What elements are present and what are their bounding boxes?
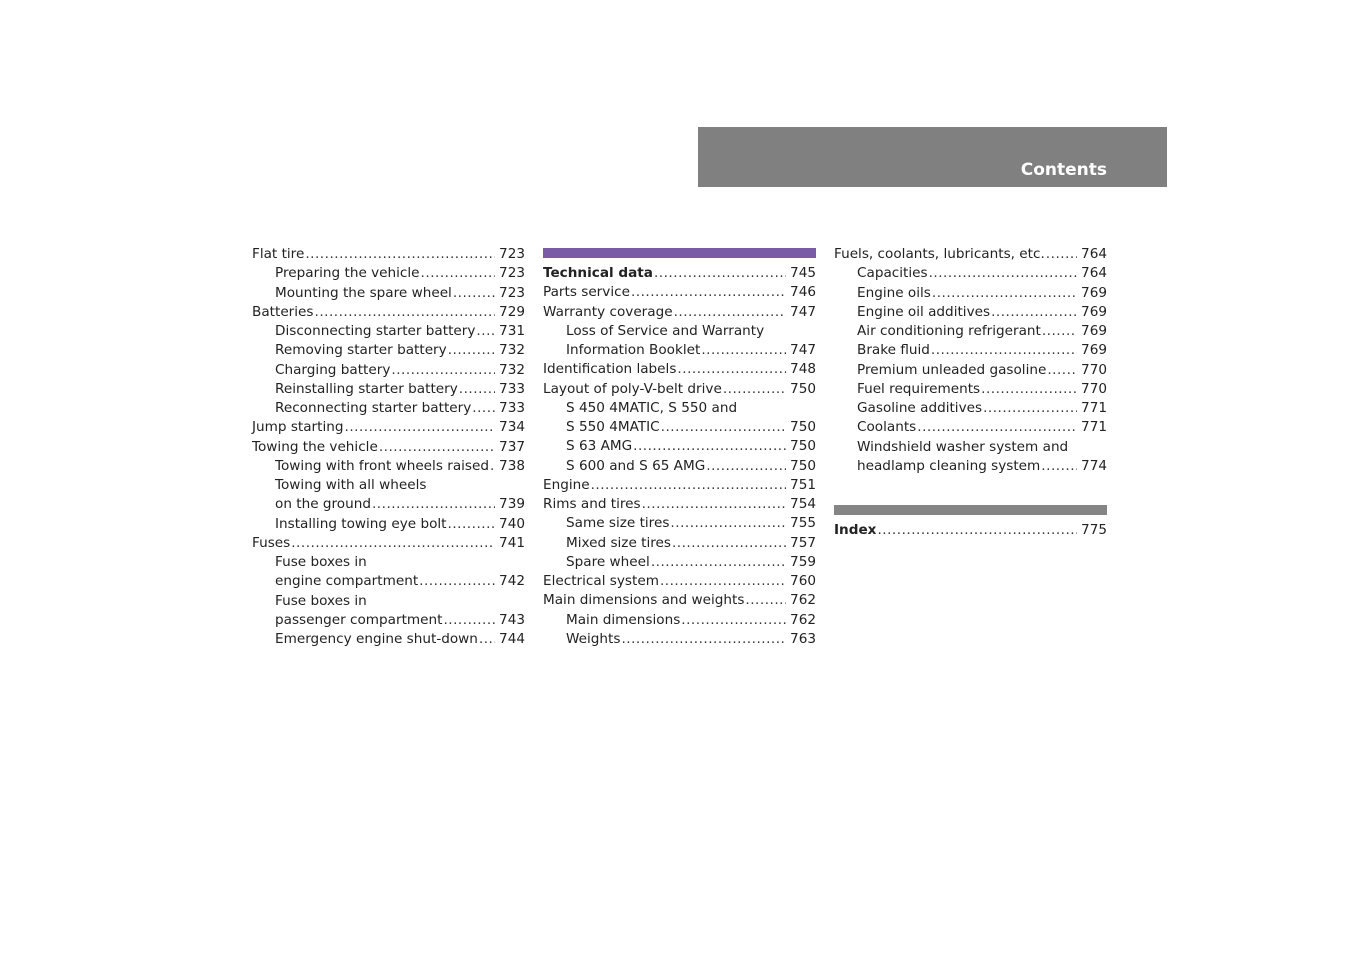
toc-entry[interactable] bbox=[252, 495, 525, 514]
toc-entry[interactable] bbox=[252, 303, 525, 322]
section-divider-gray bbox=[834, 505, 1107, 515]
toc-entry[interactable] bbox=[543, 630, 816, 649]
toc-leader-dots bbox=[661, 418, 786, 437]
toc-entry-title: Mixed size tires bbox=[566, 534, 671, 551]
toc-entry-page: 747 bbox=[790, 342, 816, 358]
toc-entry bbox=[834, 438, 1107, 457]
toc-leader-dots bbox=[419, 572, 495, 591]
toc-leader-dots bbox=[345, 418, 496, 437]
toc-entry[interactable] bbox=[834, 361, 1107, 380]
toc-entry-title: S 63 AMG bbox=[566, 438, 633, 455]
toc-leader-dots bbox=[379, 438, 495, 457]
toc-leader-dots bbox=[305, 245, 495, 264]
toc-entry-title: Technical data bbox=[543, 265, 653, 281]
toc-entry[interactable] bbox=[543, 572, 816, 591]
toc-leader-dots bbox=[723, 380, 786, 399]
toc-entry[interactable] bbox=[834, 284, 1107, 303]
toc-entry-page: 771 bbox=[1081, 400, 1107, 416]
toc-entry[interactable] bbox=[834, 380, 1107, 399]
toc-entry bbox=[543, 399, 816, 418]
toc-entry-title: S 550 4MATIC bbox=[566, 419, 660, 435]
toc-entry bbox=[252, 476, 525, 495]
toc-entry-title: engine compartment bbox=[275, 573, 419, 590]
toc-entry-page: 733 bbox=[499, 380, 525, 397]
toc-entry-title: Emergency engine shut-down bbox=[275, 631, 478, 647]
toc-entry-title: Engine oils bbox=[857, 284, 931, 301]
toc-entry-page: 762 bbox=[790, 611, 816, 628]
toc-entry-title: Main dimensions and weights bbox=[543, 592, 745, 609]
toc-leader-dots bbox=[1042, 322, 1077, 341]
toc-entry[interactable] bbox=[543, 495, 816, 514]
toc-leader-dots bbox=[929, 264, 1077, 283]
toc-entry-index[interactable] bbox=[834, 521, 1107, 540]
toc-entry-title: Spare wheel bbox=[566, 553, 650, 570]
toc-entry-title: Gasoline additives bbox=[857, 400, 983, 416]
toc-column-2-list bbox=[543, 264, 816, 649]
toc-entry-page: 723 bbox=[499, 246, 525, 262]
toc-entry-title: passenger compartment bbox=[275, 611, 443, 628]
toc-entry-page: 738 bbox=[499, 457, 525, 474]
toc-entry[interactable] bbox=[252, 245, 525, 264]
toc-entry[interactable] bbox=[834, 303, 1107, 322]
toc-entry-title: Coolants bbox=[857, 419, 917, 436]
toc-entry bbox=[252, 553, 525, 572]
toc-leader-dots bbox=[631, 283, 786, 302]
toc-entry-title: Layout of poly-V-belt drive bbox=[543, 380, 722, 397]
toc-leader-dots bbox=[453, 284, 495, 303]
toc-leader-dots bbox=[672, 534, 786, 553]
toc-entry-page: 754 bbox=[790, 496, 816, 512]
toc-entry-page: 737 bbox=[499, 438, 525, 455]
toc-entry[interactable] bbox=[543, 457, 816, 476]
toc-leader-dots bbox=[490, 457, 495, 476]
toc-entry-title: Fuses bbox=[252, 534, 291, 551]
toc-entry-page: 769 bbox=[1081, 323, 1107, 339]
toc-leader-dots bbox=[932, 284, 1077, 303]
toc-entry-page: 770 bbox=[1081, 361, 1107, 378]
toc-entry-page: 733 bbox=[499, 400, 525, 416]
toc-entry[interactable] bbox=[834, 418, 1107, 437]
toc-entry-title: headlamp cleaning system bbox=[857, 457, 1041, 474]
toc-entry[interactable] bbox=[252, 341, 525, 360]
toc-entry-page: 740 bbox=[499, 515, 525, 532]
toc-entry[interactable] bbox=[252, 361, 525, 380]
toc-leader-dots bbox=[701, 341, 786, 360]
toc-entry-title: Jump starting bbox=[252, 419, 344, 436]
toc-leader-dots bbox=[651, 553, 786, 572]
toc-entry-page: 764 bbox=[1081, 265, 1107, 282]
toc-entry-page: 742 bbox=[499, 573, 525, 590]
toc-entry-title: S 600 and S 65 AMG bbox=[566, 457, 706, 474]
toc-entry-title: Towing with front wheels raised bbox=[275, 457, 490, 474]
toc-entry-page: 774 bbox=[1081, 457, 1107, 474]
toc-entry-page: 747 bbox=[790, 303, 816, 320]
toc-entry[interactable] bbox=[543, 341, 816, 360]
toc-entry-page: 746 bbox=[790, 284, 816, 301]
toc-leader-dots bbox=[991, 303, 1077, 322]
toc-leader-dots bbox=[981, 380, 1077, 399]
toc-entry[interactable] bbox=[252, 284, 525, 303]
toc-entry[interactable] bbox=[543, 264, 816, 283]
toc-entry-title: Towing with all wheels bbox=[275, 477, 427, 493]
toc-leader-dots bbox=[642, 495, 786, 514]
toc-entry[interactable] bbox=[252, 322, 525, 341]
toc-entry-page: 745 bbox=[790, 265, 816, 281]
toc-leader-dots bbox=[443, 611, 495, 630]
toc-leader-dots bbox=[681, 611, 786, 630]
toc-entry[interactable] bbox=[252, 418, 525, 437]
toc-entry-title: Fuse boxes in bbox=[275, 554, 367, 570]
toc-entry-title: S 450 4MATIC, S 550 and bbox=[566, 399, 738, 416]
toc-entry-page: 755 bbox=[790, 515, 816, 532]
toc-entry-page: 729 bbox=[499, 303, 525, 320]
toc-entry-title: Index bbox=[834, 522, 877, 538]
toc-entry-page: 750 bbox=[790, 380, 816, 397]
toc-entry-title: Engine oil additives bbox=[857, 303, 991, 320]
toc-entry-page: 760 bbox=[790, 573, 816, 589]
toc-entry[interactable] bbox=[252, 399, 525, 418]
toc-leader-dots bbox=[421, 264, 496, 283]
toc-entry-title: Identification labels bbox=[543, 361, 677, 378]
toc-leader-dots bbox=[591, 476, 786, 495]
toc-entry-page: 751 bbox=[790, 476, 816, 493]
toc-entry-title: Installing towing eye bolt bbox=[275, 515, 447, 532]
toc-entry[interactable] bbox=[543, 380, 816, 399]
toc-entry-title: Fuels, coolants, lubricants, etc. bbox=[834, 246, 1045, 262]
toc-leader-dots bbox=[706, 457, 786, 476]
toc-leader-dots bbox=[670, 514, 786, 533]
toc-entry-page: 723 bbox=[499, 284, 525, 301]
toc-leader-dots bbox=[674, 303, 786, 322]
toc-entry-title: Weights bbox=[566, 630, 621, 647]
toc-entry-title: Rims and tires bbox=[543, 496, 641, 512]
toc-entry[interactable] bbox=[543, 611, 816, 630]
toc-entry-title: Loss of Service and Warranty bbox=[566, 322, 765, 339]
toc-entry-title: Information Booklet bbox=[566, 342, 701, 358]
toc-entry-title: Reconnecting starter battery bbox=[275, 400, 472, 416]
toc-entry[interactable] bbox=[834, 264, 1107, 283]
toc-entry-title: Engine bbox=[543, 476, 590, 493]
toc-entry[interactable] bbox=[543, 514, 816, 533]
toc-entry-page: 731 bbox=[499, 323, 525, 339]
toc-entry[interactable] bbox=[252, 611, 525, 630]
toc-entry-title: Air conditioning refrigerant bbox=[857, 323, 1041, 339]
toc-column-1 bbox=[252, 245, 525, 649]
toc-leader-dots bbox=[291, 534, 495, 553]
toc-column-3 bbox=[834, 245, 1107, 540]
toc-leader-dots bbox=[372, 495, 495, 514]
toc-entry-page: 723 bbox=[499, 265, 525, 282]
toc-entry[interactable] bbox=[543, 418, 816, 437]
toc-entry[interactable] bbox=[543, 591, 816, 610]
toc-entry-title: Fuel requirements bbox=[857, 380, 981, 397]
toc-leader-dots bbox=[983, 399, 1077, 418]
toc-entry-page: 775 bbox=[1081, 522, 1107, 538]
toc-entry-title: Batteries bbox=[252, 303, 314, 320]
toc-leader-dots bbox=[1041, 457, 1077, 476]
toc-entry-title: Same size tires bbox=[566, 515, 670, 532]
toc-entry-title: Disconnecting starter battery bbox=[275, 323, 476, 339]
toc-leader-dots bbox=[391, 361, 495, 380]
toc-entry[interactable] bbox=[252, 264, 525, 283]
toc-entry-title: Electrical system bbox=[543, 573, 659, 589]
toc-entry-title: Charging battery bbox=[275, 361, 391, 378]
toc-entry[interactable] bbox=[252, 572, 525, 591]
toc-entry[interactable] bbox=[543, 283, 816, 302]
toc-entry-title: Mounting the spare wheel bbox=[275, 284, 452, 301]
toc-entry-page: 743 bbox=[499, 611, 525, 628]
toc-leader-dots bbox=[459, 380, 495, 399]
toc-entry-page: 748 bbox=[790, 361, 816, 378]
page-title: Contents bbox=[1020, 160, 1107, 180]
toc-entry[interactable] bbox=[834, 341, 1107, 360]
toc-entry[interactable] bbox=[543, 534, 816, 553]
toc-entry[interactable] bbox=[834, 399, 1107, 418]
toc-entry[interactable] bbox=[252, 534, 525, 553]
toc-entry-title: Warranty coverage bbox=[543, 303, 673, 320]
toc-entry-page: 732 bbox=[499, 361, 525, 378]
toc-leader-dots bbox=[633, 437, 786, 456]
section-divider-purple bbox=[543, 248, 816, 258]
toc-entry-title: Flat tire bbox=[252, 246, 305, 262]
toc-entry[interactable] bbox=[834, 245, 1107, 264]
toc-entry-page: 759 bbox=[790, 553, 816, 570]
toc-entry[interactable] bbox=[543, 476, 816, 495]
toc-entry-page: 734 bbox=[499, 419, 525, 436]
toc-entry-title: on the ground bbox=[275, 496, 371, 513]
toc-column-3-list bbox=[834, 245, 1107, 476]
toc-entry-title: Windshield washer system and bbox=[857, 438, 1069, 455]
toc-leader-dots bbox=[931, 341, 1077, 360]
toc-entry[interactable] bbox=[252, 380, 525, 399]
toc-entry-page: 739 bbox=[499, 496, 525, 513]
toc-entry[interactable] bbox=[543, 303, 816, 322]
toc-entry-page: 750 bbox=[790, 438, 816, 455]
toc-leader-dots bbox=[621, 630, 786, 649]
toc-entry-title: Main dimensions bbox=[566, 611, 681, 628]
toc-leader-dots bbox=[448, 341, 495, 360]
toc-entry-title: Reinstalling starter battery bbox=[275, 380, 458, 397]
toc-entry-page: 757 bbox=[790, 534, 816, 551]
toc-entry[interactable] bbox=[252, 515, 525, 534]
toc-leader-dots bbox=[877, 521, 1077, 540]
toc-entry[interactable] bbox=[252, 438, 525, 457]
toc-leader-dots bbox=[315, 303, 496, 322]
toc-entry-title: Brake fluid bbox=[857, 342, 930, 359]
toc-entry-page: 770 bbox=[1081, 380, 1107, 397]
toc-entry bbox=[252, 592, 525, 611]
toc-entry[interactable] bbox=[834, 457, 1107, 476]
toc-entry-title: Premium unleaded gasoline bbox=[857, 361, 1047, 378]
toc-entry[interactable] bbox=[543, 360, 816, 379]
toc-leader-dots bbox=[448, 515, 496, 534]
toc-entry-page: 762 bbox=[790, 592, 816, 609]
toc-entry-page: 769 bbox=[1081, 342, 1107, 359]
toc-leader-dots bbox=[660, 572, 786, 591]
toc-entry bbox=[543, 322, 816, 341]
toc-entry[interactable] bbox=[252, 457, 525, 476]
toc-leader-dots bbox=[479, 630, 495, 649]
toc-leader-dots bbox=[472, 399, 495, 418]
toc-entry[interactable] bbox=[834, 322, 1107, 341]
toc-entry-page: 741 bbox=[499, 534, 525, 551]
toc-entry-page: 763 bbox=[790, 630, 816, 647]
toc-entry[interactable] bbox=[543, 437, 816, 456]
toc-entry-title: Towing the vehicle bbox=[252, 438, 378, 455]
toc-leader-dots bbox=[917, 418, 1077, 437]
toc-leader-dots bbox=[745, 591, 786, 610]
toc-entry[interactable] bbox=[252, 630, 525, 649]
toc-entry-title: Removing starter battery bbox=[275, 342, 447, 359]
toc-entry[interactable] bbox=[543, 553, 816, 572]
toc-entry-title: Capacities bbox=[857, 265, 928, 282]
toc-leader-dots bbox=[1046, 245, 1077, 264]
toc-entry-title: Fuse boxes in bbox=[275, 592, 367, 609]
toc-entry-title: Parts service bbox=[543, 284, 630, 301]
toc-entry-page: 771 bbox=[1081, 419, 1107, 436]
toc-entry-page: 750 bbox=[790, 457, 816, 474]
toc-entry-title: Preparing the vehicle bbox=[275, 265, 420, 282]
toc-entry-page: 732 bbox=[499, 342, 525, 359]
toc-entry-page: 744 bbox=[499, 631, 525, 647]
toc-entry-page: 764 bbox=[1081, 246, 1107, 262]
toc-entry-page: 769 bbox=[1081, 303, 1107, 320]
toc-leader-dots bbox=[677, 360, 786, 379]
toc-column-2 bbox=[543, 248, 816, 649]
header-bar bbox=[698, 127, 1167, 187]
toc-entry-page: 769 bbox=[1081, 284, 1107, 301]
toc-leader-dots bbox=[654, 264, 786, 283]
toc-leader-dots bbox=[1047, 361, 1077, 380]
toc-entry-page: 750 bbox=[790, 419, 816, 435]
toc-leader-dots bbox=[476, 322, 495, 341]
